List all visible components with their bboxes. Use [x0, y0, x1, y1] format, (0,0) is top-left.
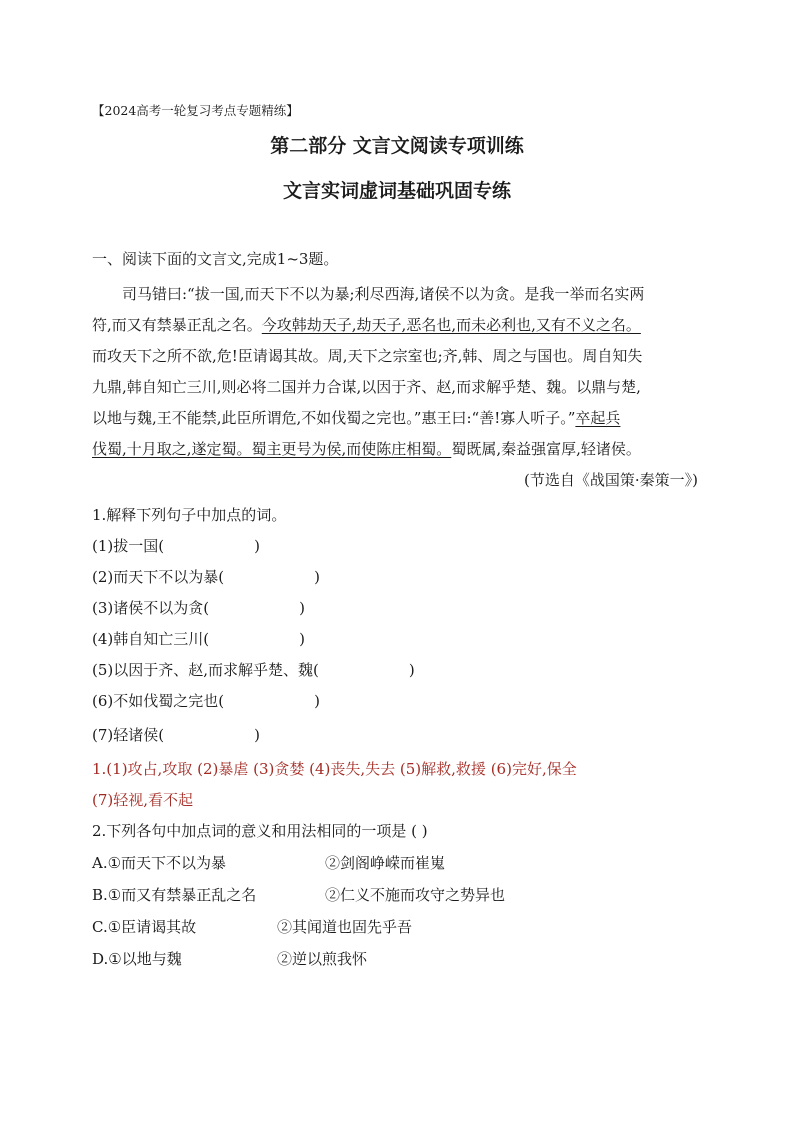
q1-item — [92, 660, 415, 680]
q1-item-text: (5)以因于齐、赵,而求解乎楚、魏( — [92, 661, 319, 679]
passage-text: 符,而又有禁暴正乱之名。 — [92, 316, 262, 334]
q1-item — [92, 567, 320, 587]
q2-option-part-1: A.①而天下不以为暴 — [92, 854, 227, 872]
q1-item — [92, 536, 260, 556]
q1-item-text: (3)诸侯不以为贪( — [92, 599, 210, 617]
q2-option-part-1: B.①而又有禁暴正乱之名 — [92, 886, 257, 904]
passage-line: 九鼎,韩自知亡三川,则必将二国并力合谋,以因于齐、赵,而求解乎楚、魏。以鼎与楚, — [92, 378, 641, 396]
passage-source: (节选自《战国策·秦策一》) — [524, 471, 698, 489]
passage-line — [92, 439, 641, 459]
q1-item-text: (7)轻诸侯( — [92, 726, 165, 744]
question-2-prompt: 2.下列各句中加点词的意义和用法相同的一项是 ( ) — [92, 822, 428, 840]
q1-item-text: (4)韩自知亡三川( — [92, 630, 210, 648]
q1-item-close: ) — [254, 726, 260, 744]
passage-underlined-text: 今攻韩劫天子,劫天子,恶名也,而未必利也,又有不义之名。 — [261, 316, 641, 334]
header-tag: 【2024高考一轮复习考点专题精练】 — [92, 103, 299, 118]
passage-text: 以地与魏,王不能禁,此臣所谓危,不如伐蜀之完也。”惠王曰:“善!寡人听子。” — [92, 409, 576, 427]
q2-option-b — [92, 885, 506, 905]
passage-line — [92, 408, 620, 428]
question-1-prompt: 1.解释下列句子中加点的词。 — [92, 506, 287, 524]
section-heading: 一、阅读下面的文言文,完成1~3题。 — [92, 250, 339, 268]
q1-item — [92, 598, 305, 618]
passage-line — [92, 315, 641, 335]
passage-underlined-text: 卒起兵 — [575, 409, 621, 427]
q1-item — [92, 691, 320, 711]
q2-option-part-2: ②其闻道也固先乎吾 — [277, 918, 413, 936]
q1-item-text: (2)而天下不以为暴( — [92, 568, 225, 586]
q1-item-close: ) — [299, 599, 305, 617]
page-subtitle: 文言实词虚词基础巩固专练 — [282, 180, 511, 202]
q1-item-close: ) — [299, 630, 305, 648]
q1-item-text: (1)拔一国( — [92, 537, 165, 555]
q2-option-d — [92, 949, 368, 969]
q1-item — [92, 629, 305, 649]
passage-line: 而攻天下之所不欲,危!臣请谒其故。周,天下之宗室也;齐,韩、周之与国也。周自知失 — [92, 347, 643, 365]
q2-option-c — [92, 917, 413, 937]
q2-option-part-1: C.①臣请谒其故 — [92, 918, 197, 936]
q1-item-close: ) — [314, 692, 320, 710]
page-title: 第二部分 文言文阅读专项训练 — [270, 135, 524, 157]
passage-text: 蜀既属,秦益强富厚,轻诸侯。 — [451, 440, 641, 458]
q1-item-text: (6)不如伐蜀之完也( — [92, 692, 225, 710]
q2-option-part-2: ②仁义不施而攻守之势异也 — [325, 886, 506, 904]
q1-item-close: ) — [314, 568, 320, 586]
passage-line: 司马错曰:“拔一国,而天下不以为暴;利尽西海,诸侯不以为贪。是我一举而名实两 — [122, 285, 645, 303]
q1-answer: (7)轻视,看不起 — [92, 791, 194, 809]
q2-option-part-2: ②剑阁峥嵘而崔嵬 — [325, 854, 446, 872]
q1-answer: 1.(1)攻占,攻取 (2)暴虐 (3)贪婪 (4)丧失,失去 (5)解救,救援 (6)完好,保全 — [92, 760, 577, 778]
q2-option-part-2: ②逆以煎我怀 — [277, 950, 368, 968]
q2-option-a — [92, 853, 446, 873]
passage-underlined-text: 伐蜀,十月取之,遂定蜀。蜀主更号为侯,而使陈庄相蜀。 — [92, 440, 452, 458]
q1-item-close: ) — [408, 661, 415, 679]
q2-option-part-1: D.①以地与魏 — [92, 950, 182, 968]
q1-item — [92, 725, 260, 745]
q1-item-close: ) — [254, 537, 260, 555]
